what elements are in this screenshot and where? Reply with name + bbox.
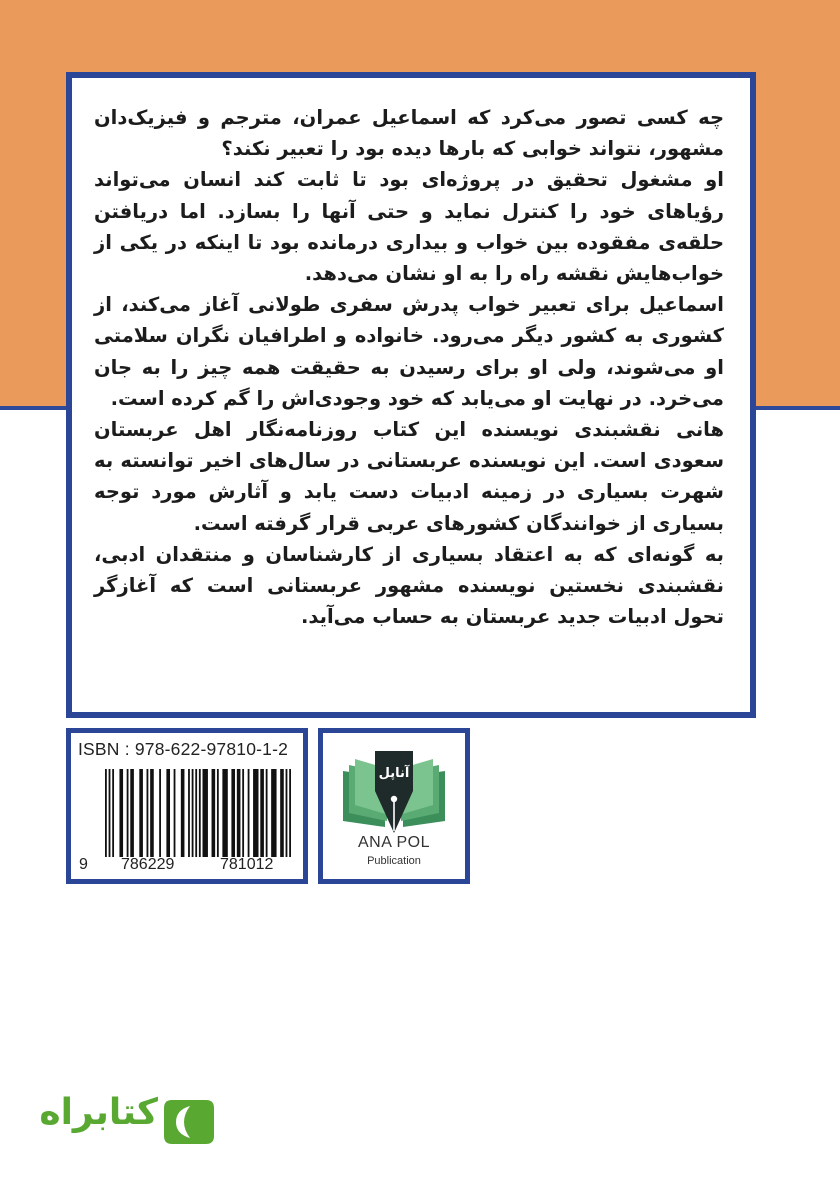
- blurb-text: [94, 102, 724, 632]
- barcode-bar: [188, 769, 190, 857]
- store-logo-text: کتابراه: [39, 1092, 158, 1133]
- barcode-bar: [105, 769, 107, 857]
- isbn-box: [66, 728, 308, 884]
- blurb-panel: [66, 72, 756, 718]
- barcode-bar: [119, 769, 123, 857]
- barcode-bar: [203, 769, 208, 857]
- isbn-label: ISBN : 978-622-97810-1-2: [78, 739, 289, 759]
- store-logo[interactable]: [34, 1088, 224, 1154]
- blurb-paragraph: هانی نقشبندی نویسنده این کتاب روزنامه‌نگار اهل عربستان سعودی است. این نویسنده عربستانی در سال‌های اخیر توانسته به شهرت بسیاری در زمینه ادبیات دست یابد و آثارش مورد توجه بسیاری از خوانندگان کشورهای عربی قرار گرفته است.: [94, 418, 724, 535]
- barcode-bar: [174, 769, 176, 857]
- barcode-digit-group: 786229: [121, 856, 175, 873]
- barcode-bar: [286, 769, 288, 857]
- publisher-box: [318, 728, 470, 884]
- barcode-bar: [127, 769, 129, 857]
- barcode-bar: [280, 769, 284, 857]
- barcode-bar: [266, 769, 268, 857]
- blurb-paragraph: به گونه‌ای که به اعتقاد بسیاری از کارشناسان و منتقدان ادبی، نقشبندی نخستین نویسنده مشهور عربستانی است که آغازگر تحول ادبیات جدید عربستان به حساب می‌آید.: [94, 542, 724, 629]
- publisher-subtitle: Publication: [367, 855, 421, 867]
- publisher-emblem-icon: [341, 743, 447, 835]
- book-leaf-icon: [160, 1096, 218, 1148]
- barcode-bar: [181, 769, 185, 857]
- barcode-bar: [231, 769, 235, 857]
- barcode-bar: [130, 769, 134, 857]
- barcode-bar: [147, 769, 149, 857]
- barcode-bar: [195, 769, 197, 857]
- barcode-bar: [109, 769, 111, 857]
- publisher-emblem-text: آناپل: [378, 766, 410, 781]
- barcode-bar: [260, 769, 264, 857]
- barcode-bar: [212, 769, 216, 857]
- blurb-paragraph: اسماعیل برای تعبیر خواب پدرش سفری طولانی آغاز می‌کند، از کشوری به کشور دیگر می‌رود. خانواده و اطرافیان نگران سلامتی او می‌شوند، ولی او برای رسیدن به حقیقت همه چیز را به جان می‌خرد. در نهایت او می‌یابد که خود وجودی‌اش را گم کرده است.: [94, 293, 724, 410]
- barcode-bar: [248, 769, 250, 857]
- barcode-bar: [237, 769, 241, 857]
- barcode-bar: [166, 769, 170, 857]
- barcode-digit-group: 781012: [220, 856, 274, 873]
- blurb-paragraph: او مشغول تحقیق در پروژه‌ای بود تا ثابت کند انسان می‌تواند رؤیاهای خود را کنترل نماید و حتی آنها را بسازد. اما دریافتن حلقه‌ی مفقوده بین خواب و بیداری درمانده بود تا اینکه در یکی از خواب‌هایش نقشه راه را به او نشان می‌دهد.: [94, 168, 724, 286]
- barcode-bar: [159, 769, 161, 857]
- barcode-bar: [199, 769, 201, 857]
- blurb-paragraph: چه کسی تصور می‌کرد که اسماعیل عمران، مترجم و فیزیک‌دان مشهور، نتواند خوابی که بارها دیده بود را تعبیر نکند؟: [94, 106, 724, 161]
- barcode-bar: [150, 769, 154, 857]
- barcode-bar: [192, 769, 194, 857]
- barcode-bar: [222, 769, 227, 857]
- barcode: [105, 769, 291, 857]
- barcode-digit-group: 9: [79, 856, 88, 873]
- publisher-name: ANA POL: [358, 834, 430, 851]
- barcode-bar: [242, 769, 244, 857]
- barcode-bar: [217, 769, 219, 857]
- barcode-bar: [271, 769, 276, 857]
- barcode-bar: [112, 769, 114, 857]
- barcode-bar: [289, 769, 291, 857]
- barcode-bar: [253, 769, 258, 857]
- barcode-bar: [139, 769, 143, 857]
